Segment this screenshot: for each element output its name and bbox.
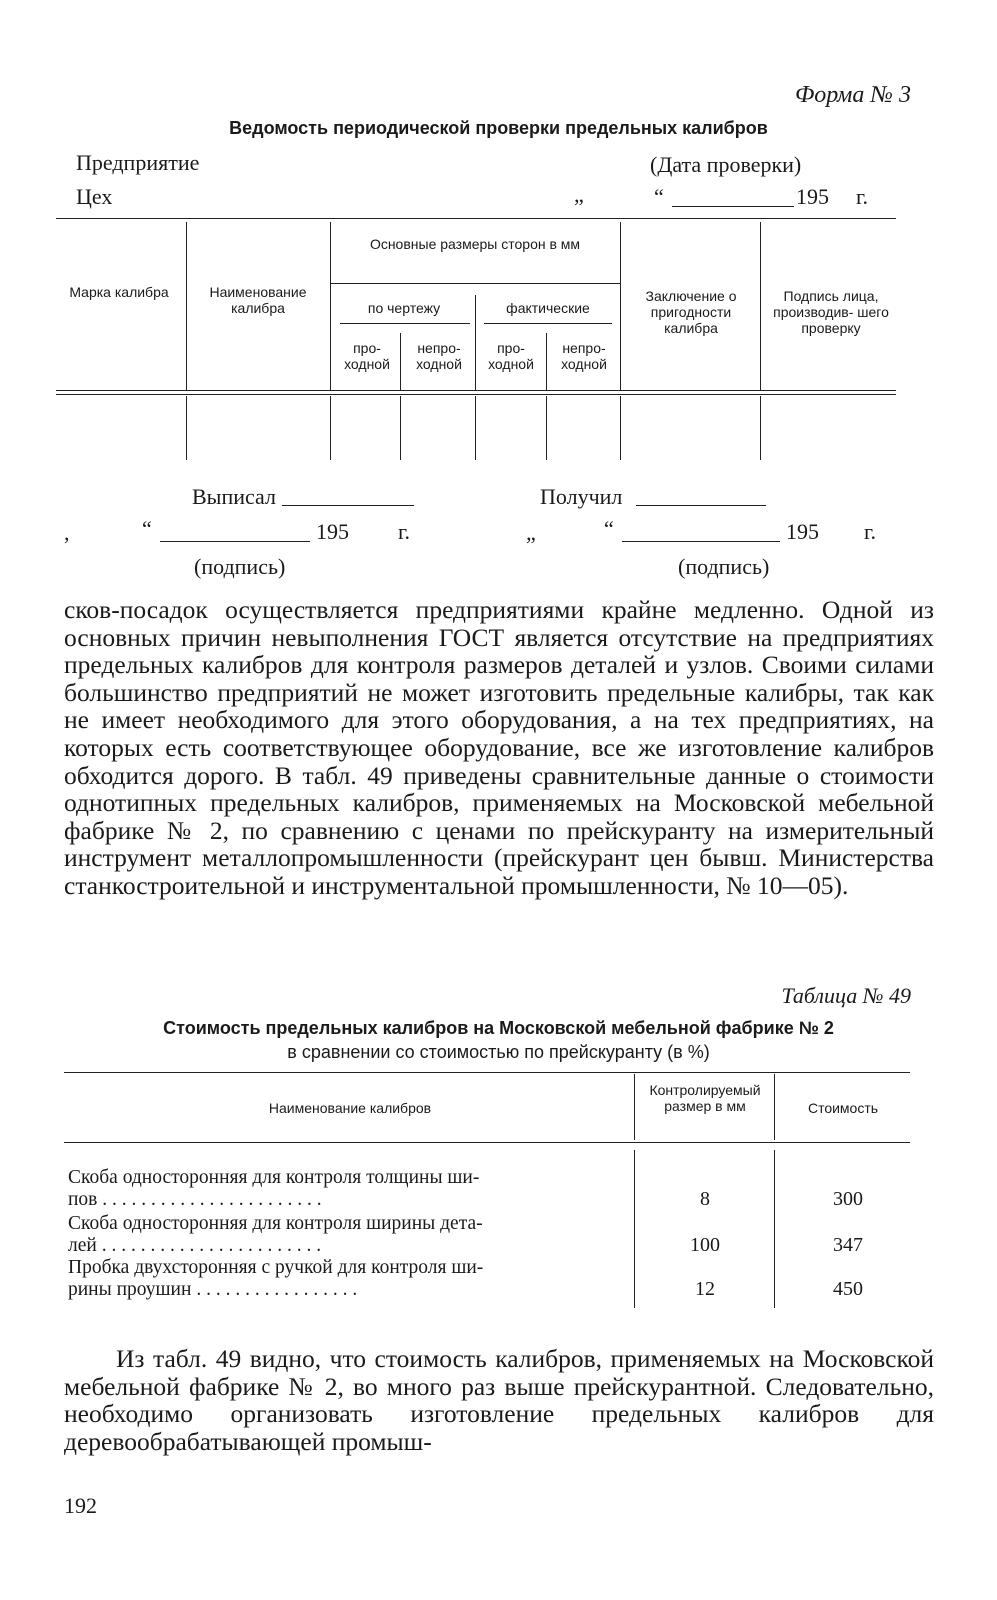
- received-blank-line: [636, 505, 766, 506]
- row-name-line1: Пробка двухсторонняя с ручкой для контроля ши-: [68, 1257, 484, 1278]
- left-year-suffix: г.: [398, 519, 411, 544]
- date-quote-close: “: [654, 184, 664, 209]
- th-nogo: непро- ходной: [416, 340, 462, 372]
- body-paragraph-1: [64, 596, 934, 900]
- th-go: про- ходной: [344, 340, 390, 372]
- form-col-divider: [475, 295, 476, 390]
- th-main-sizes: Основные размеры сторон в мм: [369, 236, 581, 252]
- cost-table-top-rule: [64, 1072, 910, 1073]
- row-name-line1: Скоба односторонняя для контроля ширины дета-: [68, 1213, 483, 1234]
- form-col-divider: [620, 222, 621, 390]
- date-year: 195: [796, 184, 829, 209]
- leader-dots: . . . . . . . . . . . . . . . . . . . . . . .: [97, 1189, 322, 1210]
- date-blank-line: [672, 206, 794, 207]
- form-col-divider: [400, 333, 401, 390]
- form-row-divider: [400, 396, 401, 460]
- row-name-text: пов: [68, 1189, 98, 1210]
- page-number: 192: [64, 1493, 97, 1518]
- row-name-text: лей: [68, 1235, 97, 1256]
- right-year: 195: [786, 519, 819, 544]
- form-title: Ведомость периодической проверки предельных калибров: [229, 118, 768, 138]
- shop-label: Цех: [76, 184, 113, 209]
- form-table-header-rule-2: [56, 394, 896, 395]
- form-row-divider: [475, 396, 476, 460]
- form-col-divider: [330, 222, 331, 390]
- right-quote-open: „: [526, 520, 536, 545]
- form-col-divider: [186, 222, 187, 390]
- form-actual-rule: [484, 323, 612, 324]
- form-number: Форма № 3: [794, 82, 911, 108]
- cost-col-divider: [774, 1074, 775, 1140]
- th-actual: фактические: [506, 300, 590, 316]
- left-year: 195: [316, 519, 349, 544]
- row-name-line2: [68, 1235, 648, 1257]
- row-cost: 347: [833, 1234, 863, 1256]
- row-name-line2: [68, 1189, 648, 1211]
- th-conclusion: Заключение о пригодности калибра: [645, 288, 737, 336]
- row-cost: 450: [833, 1278, 863, 1300]
- col-header-cost: Стоимость: [807, 1100, 879, 1116]
- date-label: (Дата проверки): [650, 152, 802, 177]
- col-header-size: Контролируемый размер в мм: [649, 1082, 761, 1114]
- th-nogo-actual: непро- ходной: [561, 340, 607, 372]
- right-year-suffix: г.: [864, 519, 877, 544]
- form-table-header-rule: [56, 390, 896, 391]
- row-cost: 300: [833, 1188, 863, 1210]
- leader-dots: . . . . . . . . . . . . . . . . .: [191, 1279, 358, 1300]
- col-header-name: Наименование калибров: [268, 1100, 432, 1116]
- form-row-divider: [330, 396, 331, 460]
- table-number: Таблица № 49: [781, 983, 911, 1008]
- form-row-divider: [546, 396, 547, 460]
- th-name: Наименование калибра: [209, 284, 307, 316]
- form-by-drawing-rule: [340, 323, 470, 324]
- issued-blank-line: [282, 505, 414, 506]
- paragraph-text: Из табл. 49 видно, что стоимость калибров, применяемых на Московской мебельной фабрике № 2, во много раз выше прейскурантной. Следовательно, необходимо организовать изготовление предельных калибров для деревообрабатывающей промыш-: [64, 1344, 934, 1456]
- form-row-divider: [760, 396, 761, 460]
- form-main-sizes-rule: [330, 283, 620, 284]
- row-size: 100: [690, 1234, 720, 1256]
- enterprise-label: Предприятие: [76, 150, 200, 175]
- row-name-line1: Скоба односторонняя для контроля толщины ши-: [68, 1167, 480, 1188]
- body-paragraph-2: [64, 1345, 934, 1455]
- form-col-divider: [546, 333, 547, 390]
- form-row-divider: [620, 396, 621, 460]
- left-quote: “: [142, 516, 152, 541]
- th-brand: Марка калибра: [69, 284, 169, 300]
- left-comma: ,: [64, 520, 70, 545]
- row-size: 8: [700, 1188, 710, 1210]
- th-go-actual: про- ходной: [488, 340, 534, 372]
- date-year-suffix: г.: [856, 184, 869, 209]
- cost-table-header-rule: [64, 1142, 910, 1143]
- cost-col-divider: [634, 1074, 635, 1140]
- paragraph-text: сков-посадок осуществляется предприятиями крайне медленно. Одной из основных причин невыполнения ГОСТ является отсутствие на предприятиях предельных калибров для контроля размеров деталей и узлов. Своими силами большинство предприятий не может изготовить предельные калибры, так как не имеет необходимого для этого оборудования, а на тех предприятиях, на которых есть соответствующее оборудование, все же изготовление калибров обходится дорого. В табл. 49 приведены сравнительные данные о стоимости однотипных предельных калибров, применяемых на Московской мебельной фабрике № 2, по сравнению с ценами по прейскуранту на измерительный инструмент металлопромышленности (прейскурант цен бывш. Министерства станкостроительной и инструментальной промышленности, № 10—05).: [64, 595, 934, 900]
- form-row-divider: [186, 396, 187, 460]
- th-by-drawing: по чертежу: [367, 300, 441, 316]
- right-date-line: [622, 541, 780, 542]
- row-name-line2: [68, 1279, 648, 1301]
- left-date-line: [160, 541, 310, 542]
- row-name-text: рины проушин: [68, 1279, 192, 1300]
- leader-dots: . . . . . . . . . . . . . . . . . . . . . . .: [96, 1235, 322, 1256]
- th-signature: Подпись лица, производив- шего проверку: [773, 288, 889, 336]
- received-label: Получил: [540, 484, 623, 509]
- left-signature-caption: (подпись): [194, 554, 286, 579]
- right-quote: “: [604, 516, 614, 541]
- issued-label: Выписал: [192, 484, 276, 509]
- date-quote-open: „: [574, 182, 584, 207]
- cost-col-divider: [774, 1150, 775, 1308]
- row-size: 12: [695, 1278, 715, 1300]
- form-table-top-rule: [56, 218, 896, 219]
- table-title-line2: в сравнении со стоимостью по прейскуранту (в %): [287, 1042, 710, 1062]
- right-signature-caption: (подпись): [678, 554, 770, 579]
- table-title-line1: Стоимость предельных калибров на Московской мебельной фабрике № 2: [163, 1018, 834, 1038]
- form-col-divider: [760, 222, 761, 390]
